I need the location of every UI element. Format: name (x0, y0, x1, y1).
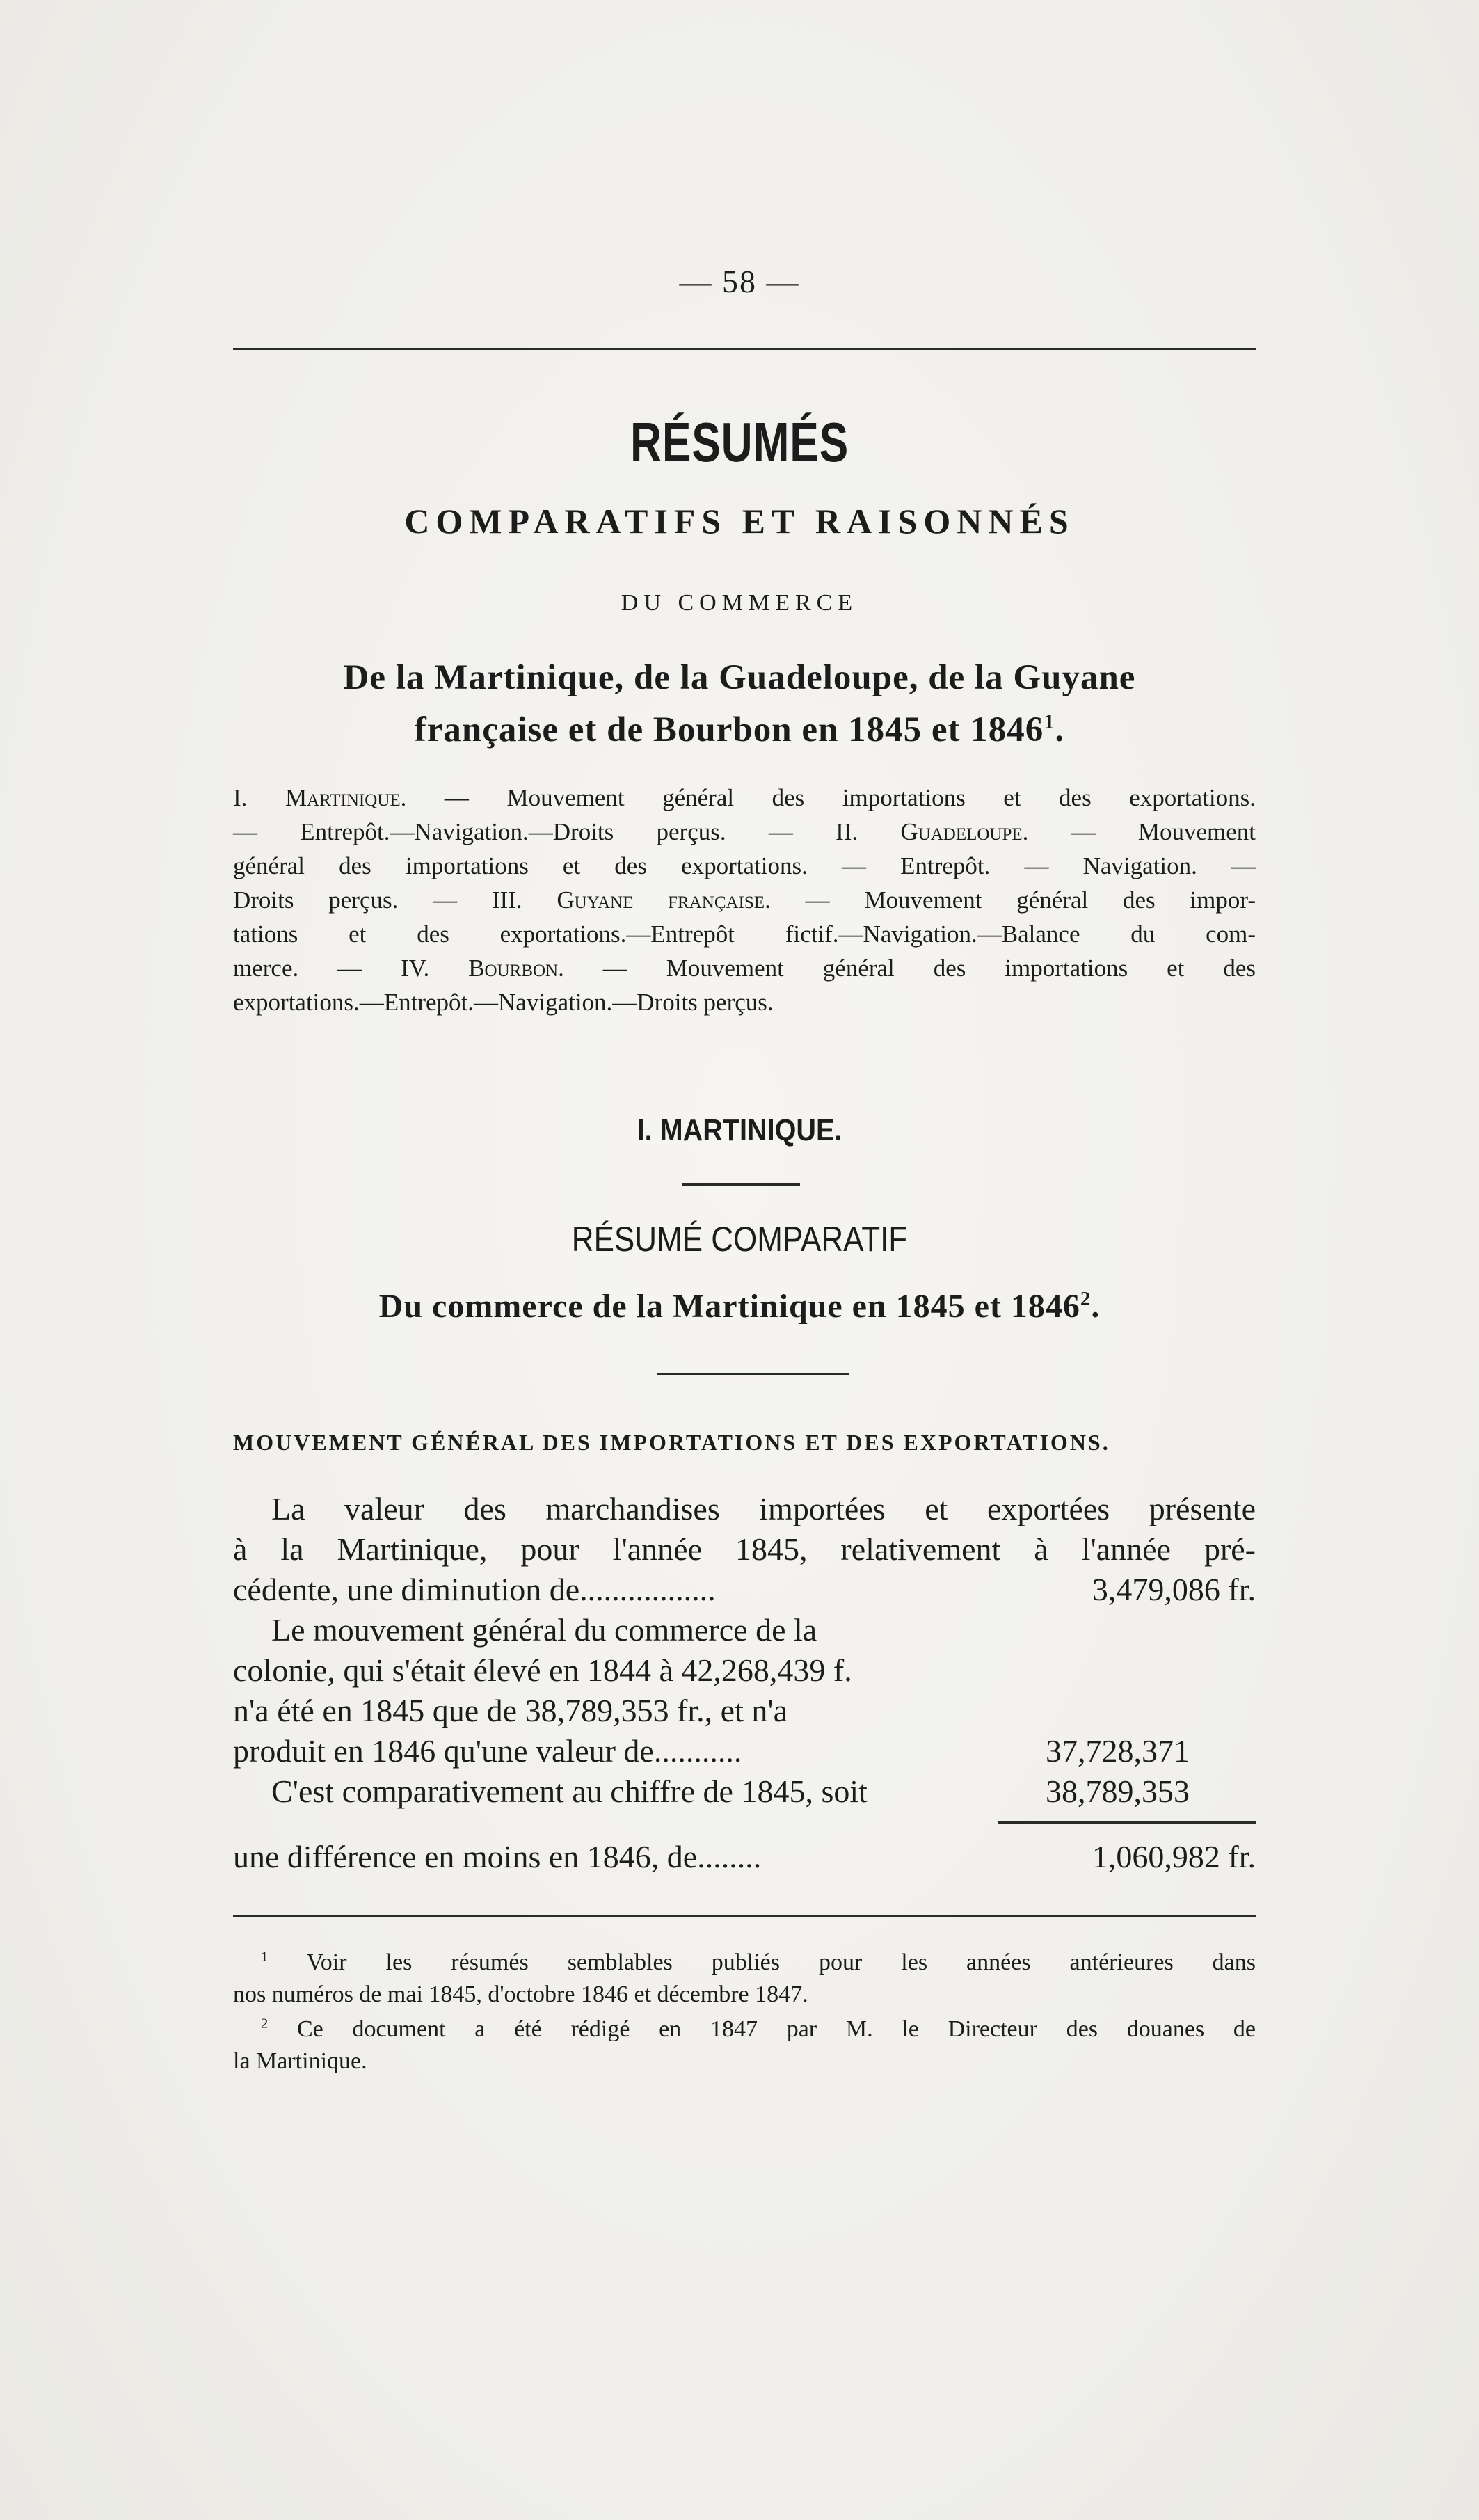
body-line: n'a été en 1845 que de 38,789,353 fr., et n'a (233, 1693, 788, 1728)
footnote-2: $^2$ Ce document a été rédigé en 1847 par M. le Directeur des douanes de la Martinique. (233, 2016, 1256, 2074)
subtitle-colonies-line1: De la Martinique, de la Guadeloupe, de la Guyane (343, 658, 1136, 697)
sum-rule (998, 1821, 1256, 1824)
contents-summary (233, 781, 1256, 1019)
top-rule (233, 348, 1256, 350)
amount-diminution: 3,479,086 fr. (1092, 1572, 1256, 1607)
page-number: — 58 — (679, 264, 800, 299)
body-line: La valeur des marchandises importées et exportées présente (271, 1491, 1256, 1526)
body-line: C'est comparativement au chiffre de 1845, soit 38,789,353 (271, 1771, 1256, 1812)
amount-1845: 38,789,353 (1046, 1773, 1190, 1809)
amount-difference: 1,060,982 fr. (1092, 1839, 1256, 1874)
body-line: Le mouvement général du commerce de la (271, 1612, 817, 1648)
summary-line: Droits perçus. — III. Guyane française. — Mouvement général des impor- (233, 886, 1256, 914)
mouvement-heading: MOUVEMENT GÉNÉRAL DES IMPORTATIONS ET DES EXPORTATIONS. (233, 1430, 1110, 1455)
footnote-1: $^1$ Voir les résumés semblables publiés pour les années antérieures dans nos numéros de mai 1845, d'octobre 1846 et décembre 1847. (233, 1949, 1256, 2007)
section-rule (657, 1373, 849, 1375)
body-line: une différence en moins en 1846, de........ 1,060,982 fr. (233, 1837, 1256, 1877)
summary-line: — Entrepôt.—Navigation.—Droits perçus. — II. Guadeloupe. — Mouvement (233, 818, 1256, 845)
subtitle-comparatifs: COMPARATIFS ET RAISONNÉS (404, 502, 1075, 541)
section-martinique: I. MARTINIQUE. (637, 1113, 842, 1147)
section-du-commerce: Du commerce de la Martinique en 1845 et 1846$^2$. (378, 1288, 1101, 1325)
section-resume-comparatif: RÉSUMÉ COMPARATIF (571, 1220, 908, 1259)
body-text (233, 1489, 1256, 1879)
summary-line: merce. — IV. Bourbon. — Mouvement général des importations et des (233, 955, 1256, 982)
summary-line: exportations.—Entrepôt.—Navigation.—Droits perçus. (233, 989, 774, 1016)
summary-line: général des importations et des exportations. — Entrepôt. — Navigation. — (233, 852, 1256, 879)
title-resumes: RÉSUMÉS (630, 411, 849, 473)
summary-line: tations et des exportations.—Entrepôt fictif.—Navigation.—Balance du com- (233, 920, 1256, 948)
short-rule (682, 1183, 800, 1186)
subtitle-colonies-line2: française et de Bourbon en 1845 et 1846$^1$. (414, 710, 1065, 749)
body-line: cédente, une diminution de................. 3,479,086 fr. (233, 1570, 1256, 1610)
footnote-ref-2: 2 (1080, 1288, 1092, 1310)
footnote-rule (233, 1915, 1256, 1917)
footnote-ref-1: 1 (1044, 710, 1055, 733)
amount-1846: 37,728,371 (1046, 1733, 1190, 1769)
body-line: colonie, qui s'était élevé en 1844 à 42,268,439 f. (233, 1652, 852, 1688)
body-line: produit en 1846 qu'une valeur de........... 37,728,371 (233, 1731, 1256, 1771)
subtitle-du-commerce: DU COMMERCE (621, 590, 858, 616)
body-line: à la Martinique, pour l'année 1845, relativement à l'année pré- (233, 1531, 1256, 1567)
summary-line: I. Martinique. — Mouvement général des importations et des exportations. (233, 784, 1256, 811)
